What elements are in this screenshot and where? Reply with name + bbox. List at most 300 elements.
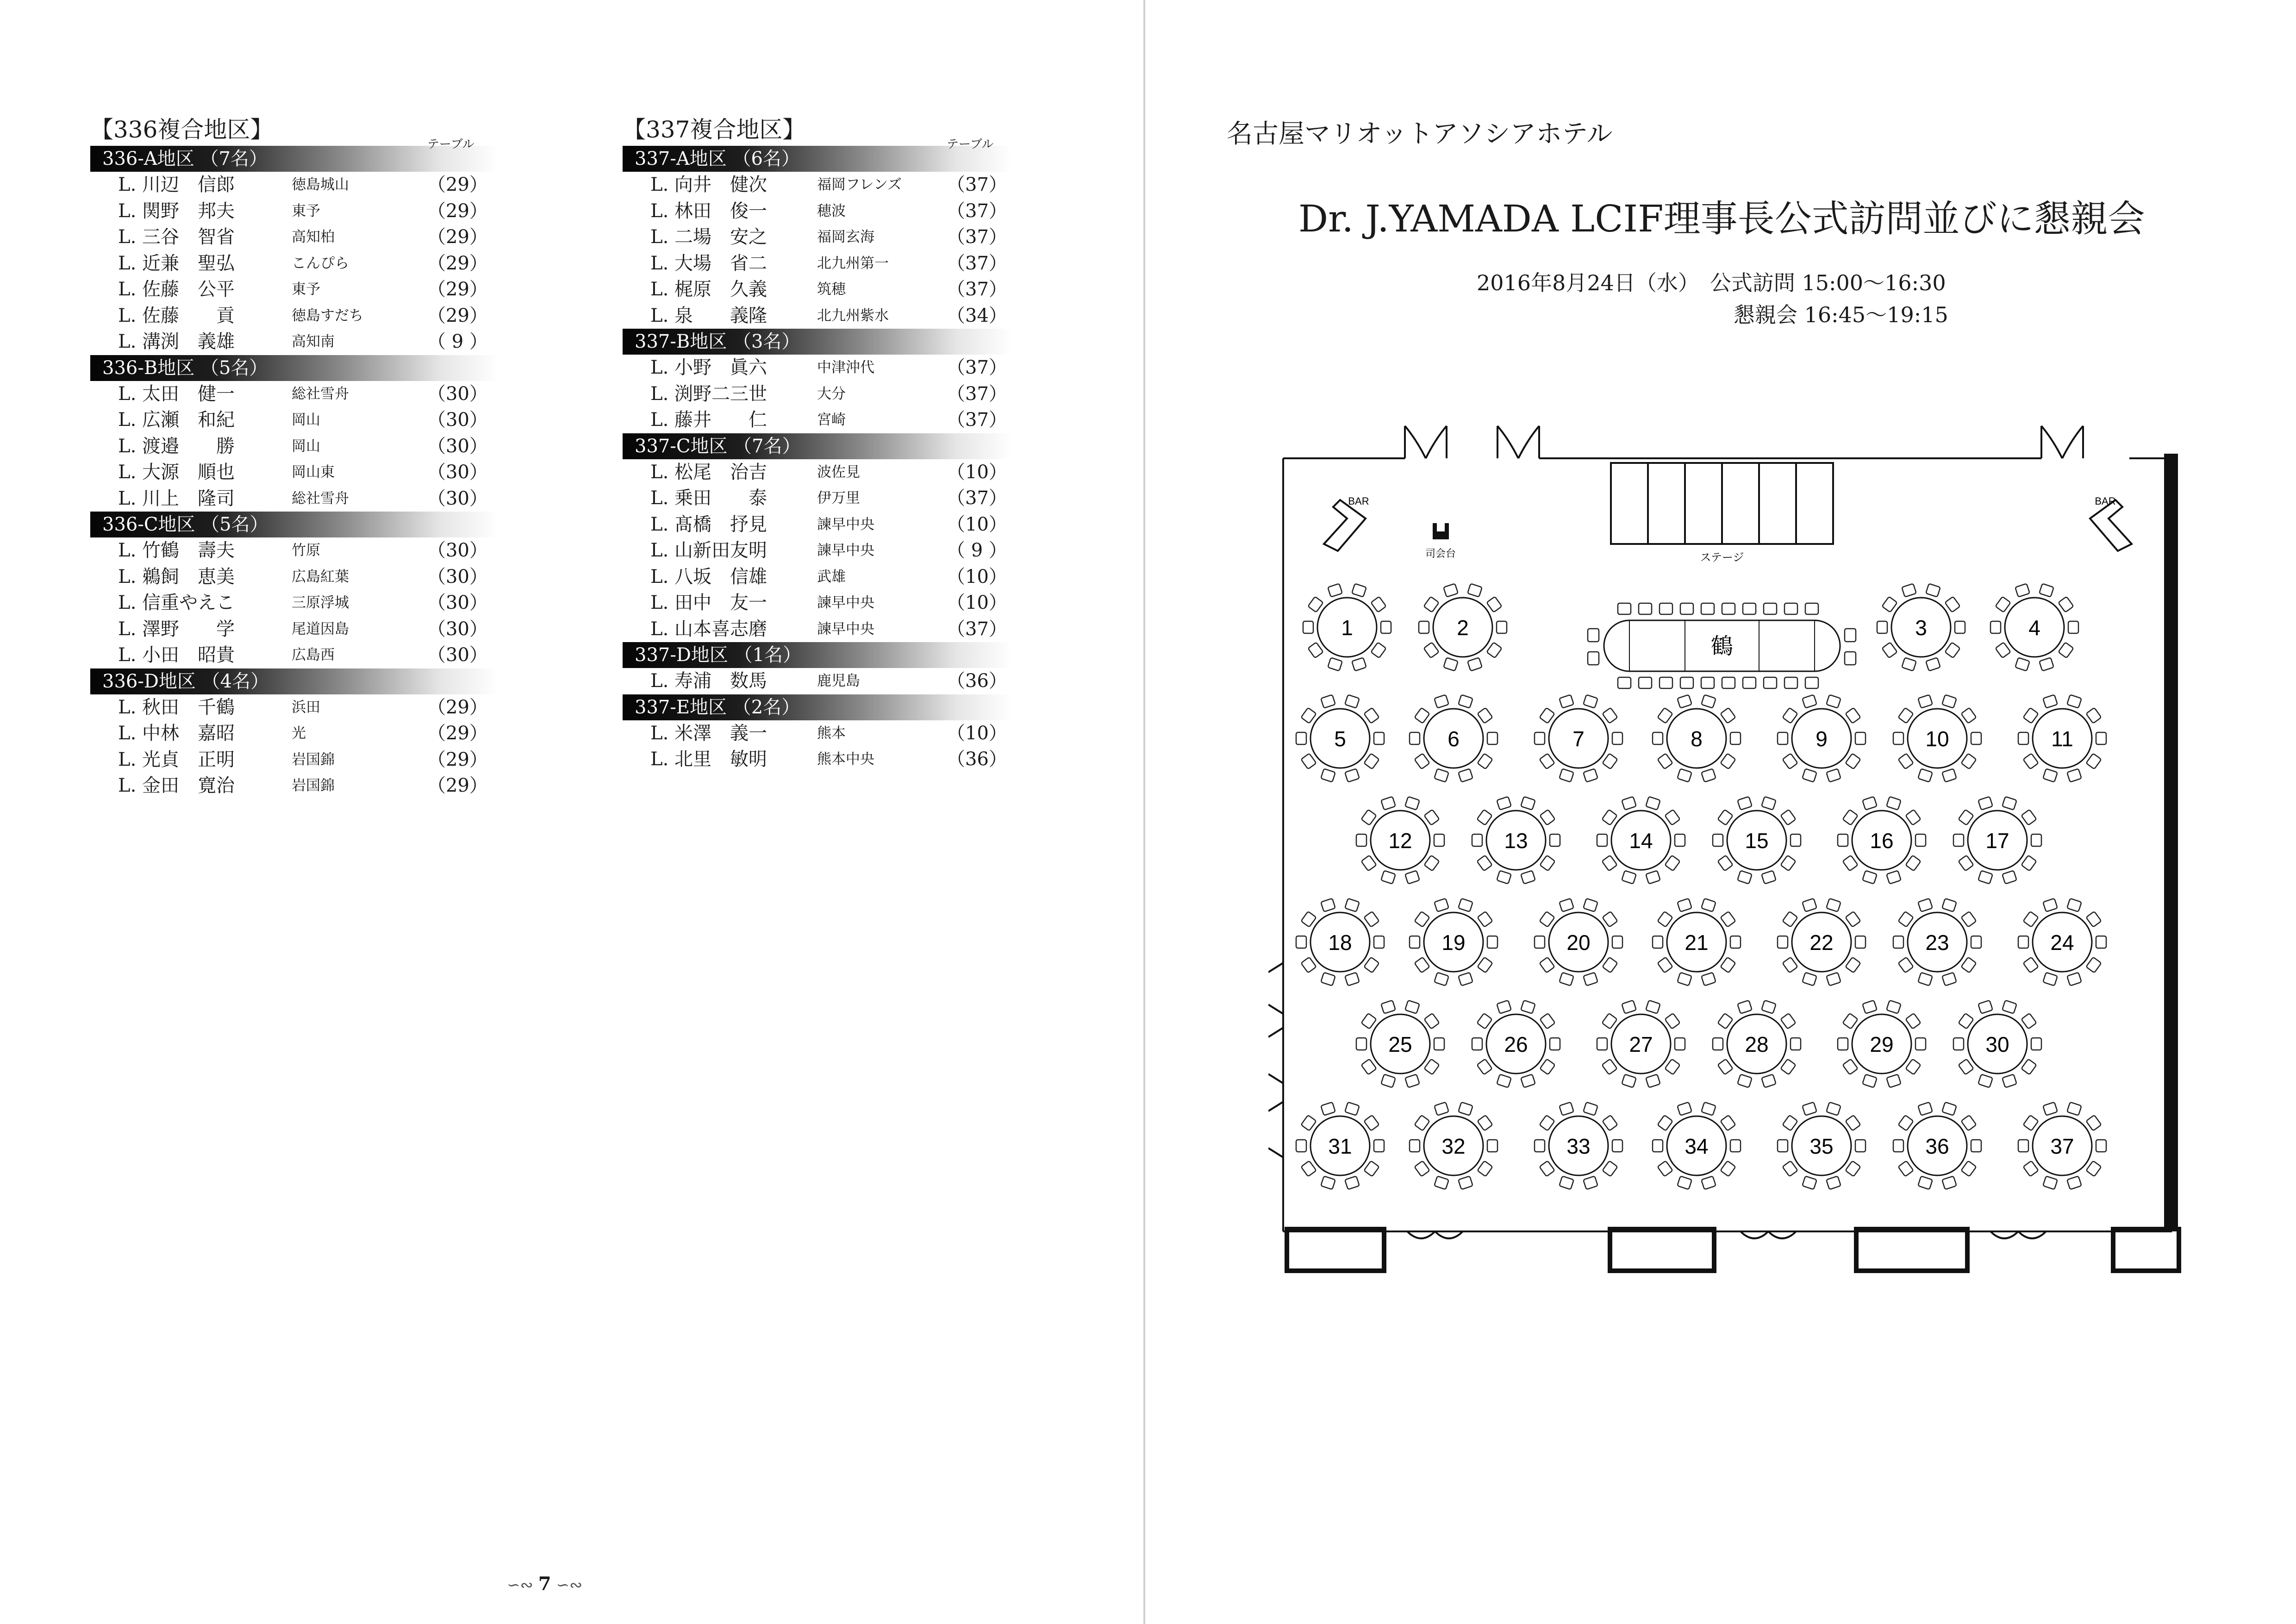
chair [1321,899,1335,912]
chair [2058,642,2073,658]
chair [1612,732,1622,744]
chair [1467,657,1482,671]
table-column-header: テーブル [427,137,474,151]
member-table-number: （30） [427,409,488,431]
chair [1677,768,1692,782]
chair [1540,855,1555,871]
member-table-number: （10） [947,566,1007,587]
round-table [1893,1102,1981,1190]
chair [1559,695,1574,708]
member-row [90,642,498,668]
table-number: 14 [1629,829,1653,853]
sub-district-header: 337-A地区 （6名） [623,146,1011,172]
chair [1701,899,1716,912]
chair [1783,957,1798,973]
member-name: L. 秋田 千鶴 [118,696,235,718]
chair [1583,1102,1598,1116]
chair [1898,708,1914,724]
chair [1886,1074,1901,1087]
chair [1653,1140,1663,1152]
chair [1622,1074,1636,1087]
chair [2096,936,2106,948]
chair [1838,1038,1848,1050]
sub-district-header: 336-A地区 （7名） [90,146,498,172]
head-table [1588,603,1856,688]
chair [1597,834,1607,846]
head-table-label: 鶴 [1710,633,1734,659]
member-row [623,616,1011,643]
chair [1978,1000,1993,1014]
party-time: 懇親会 16:45〜19:15 [1734,302,1948,327]
chair [1720,753,1735,769]
member-name: L. 藤井 仁 [650,409,767,431]
chair [1477,957,1492,973]
district-title [623,113,1011,151]
chair [1583,972,1598,986]
member-table-number: （37） [947,383,1007,405]
sub-district-header: 337-B地区 （3名） [623,329,1011,355]
chair [1301,1115,1316,1131]
round-table [1653,695,1741,782]
chair [1540,1115,1555,1131]
chair [1410,936,1420,948]
round-table [1303,584,1391,671]
round-table [1356,797,1444,884]
round-table [1419,584,1507,671]
table-number: 29 [1870,1032,1894,1056]
stage [1611,463,1833,544]
chair [1730,1140,1741,1152]
chair [1805,677,1818,688]
member-name: L. 北里 敏明 [650,749,767,770]
chair [1658,912,1673,927]
member-club: 徳島すだち [292,307,363,324]
chair [1583,1176,1598,1189]
chair [1886,1000,1901,1014]
chair [1477,708,1492,724]
chair [1486,597,1502,612]
chair [1434,768,1449,782]
chair [1415,912,1430,927]
chair [1419,621,1429,633]
member-table-number: （29） [427,279,488,300]
chair [1497,1074,1511,1087]
chair [2002,1074,2017,1087]
chair [2043,1176,2058,1189]
chair [1328,657,1342,671]
chair [1961,912,1976,927]
chair [1720,912,1735,927]
round-table [1713,797,1801,884]
chair [1658,957,1673,973]
page-folio [507,1573,582,1595]
chair [2023,753,2039,769]
chair [1720,708,1735,724]
chair [1434,834,1444,846]
chair [1434,695,1449,708]
chair [1701,768,1716,782]
chair [1720,957,1735,973]
chair [1784,677,1797,688]
member-table-number: （37） [947,357,1007,378]
chair [1622,1000,1636,1014]
chair [1902,584,1916,597]
table-number: 2 [1457,616,1469,640]
chair [1364,957,1379,973]
stage-label: ステージ [1700,551,1744,564]
member-club: 岡山 [292,437,320,455]
chair [1918,695,1933,708]
sub-district-header: 337-E地区 （2名） [623,694,1011,720]
member-club: 宮崎 [817,412,846,428]
chair [1405,797,1420,810]
member-name: L. 泉 義隆 [650,305,767,326]
chair [1321,768,1335,782]
chair [1677,695,1692,708]
chair [1802,972,1817,986]
chair [2058,597,2073,612]
table-number: 3 [1915,616,1927,640]
member-club: 福岡玄海 [817,229,874,245]
member-club: 高知柏 [292,229,335,245]
chair [1374,1140,1384,1152]
chair [1424,1059,1439,1074]
chair [2031,1038,2041,1050]
chair [1583,695,1598,708]
chair [1826,1176,1841,1189]
member-club: 福岡フレンズ [817,176,902,193]
chair [1618,603,1631,614]
member-row [90,303,498,329]
table-number: 34 [1685,1134,1709,1158]
chair [1381,1000,1396,1014]
table-number: 37 [2050,1134,2074,1158]
chair [2086,912,2101,927]
member-row [623,590,1011,616]
chair [1540,1161,1555,1176]
round-table [2018,899,2106,986]
chair [1971,732,1981,744]
member-table-number: （29） [427,723,488,744]
chair [2015,657,2030,671]
round-table [1535,899,1622,986]
round-table [1893,899,1981,986]
member-row [623,224,1011,250]
chair [2021,1013,2036,1029]
member-row [90,616,498,643]
chair [1540,912,1555,927]
chair [1942,768,1957,782]
chair [1415,957,1430,973]
chair [1658,753,1673,769]
chair [1540,708,1555,724]
round-table [1653,1102,1741,1190]
member-row [623,512,1011,538]
chair [1646,1000,1660,1014]
chair [1862,870,1877,884]
member-name: L. 髙橋 抒見 [650,513,767,535]
chair [1722,603,1735,614]
chair [2086,1161,2101,1176]
chair [1959,810,1974,825]
chair [1942,695,1957,708]
table-number: 20 [1566,931,1591,955]
member-club: 三原浮城 [292,594,349,611]
member-name: L. 鵜飼 恵美 [118,566,235,587]
member-club: 北九州紫水 [817,307,889,324]
chair [1926,657,1940,671]
chair [1303,621,1313,633]
chair [1443,584,1458,597]
chair [1321,695,1335,708]
member-name: L. 三谷 智省 [118,226,235,248]
page-number: 7 [538,1573,551,1595]
member-club: 竹原 [292,542,320,559]
chair [1415,753,1430,769]
round-table [1653,899,1741,986]
chair [1540,1059,1555,1074]
chair [1905,1013,1921,1029]
chair [1845,912,1860,927]
chair [1898,1115,1914,1131]
chair [2086,708,2101,724]
chair [1458,1176,1473,1189]
chair [2039,584,2054,597]
chair [1345,1102,1360,1116]
round-table [1410,695,1497,782]
chair [1477,810,1492,825]
chair [1405,1074,1420,1087]
round-table [1356,1000,1444,1088]
chair [1845,652,1856,665]
table-number: 8 [1691,727,1703,751]
chair [1845,957,1860,973]
chair [1720,1161,1735,1176]
chair [1458,768,1473,782]
member-table-number: （36） [947,749,1007,770]
chair [1826,1102,1841,1116]
member-row [90,172,498,198]
member-row [90,747,498,773]
member-club: 尾道因島 [292,620,349,637]
chair [1701,1102,1716,1116]
chair [1424,810,1439,825]
chair [1737,870,1752,884]
member-name: L. 大場 省二 [650,252,767,274]
round-table [1410,1102,1497,1190]
round-table [1472,1000,1560,1088]
chair [1953,1038,1964,1050]
table-number: 25 [1388,1032,1412,1056]
chair [1898,753,1914,769]
member-club: 広島紅葉 [292,568,349,585]
chair [1893,732,1903,744]
chair [1410,1140,1420,1152]
member-row [90,537,498,564]
chair [1356,834,1366,846]
member-name: L. 川上 隆司 [118,487,235,509]
chair [1486,642,1502,658]
chair [2086,957,2101,973]
chair [1845,1115,1860,1131]
member-club: 大分 [817,385,846,402]
chair [1345,972,1360,986]
chair [1680,677,1693,688]
chair [1521,870,1535,884]
chair [1845,1161,1860,1176]
round-table [1990,584,2078,671]
member-row [623,303,1011,329]
chair [1978,1074,1993,1087]
chair [1588,629,1599,642]
chair [1838,834,1848,846]
member-club: 波佐見 [817,463,860,481]
chair [1961,1161,1976,1176]
member-table-number: （29） [427,252,488,274]
member-club: 伊万里 [817,490,860,506]
chair [1737,1074,1752,1087]
chair [1915,1038,1926,1050]
member-club: 岩国錦 [292,751,335,768]
district-336-column [90,113,498,799]
chair [1780,1013,1796,1029]
chair [1843,1013,1858,1029]
chair [2021,810,2036,825]
chair [2043,1102,2058,1116]
hotel-name: 名古屋マリオットアソシアホテル [1227,119,1613,149]
member-club: 諫早中央 [817,516,874,533]
chair [1328,584,1342,597]
chair [1713,834,1723,846]
member-table-number: （30） [427,383,488,405]
chair [1677,972,1692,986]
chair [2021,1059,2036,1074]
event-title: Dr. J.YAMADA LCIF理事長公式訪問並びに懇親会 [1298,197,2145,240]
table-number: 26 [1504,1032,1528,1056]
chair [1301,957,1316,973]
chair [1959,1013,1974,1029]
member-table-number: （37） [947,279,1007,300]
member-row [623,459,1011,486]
chair [1521,797,1535,810]
chair [1458,972,1473,986]
chair [1791,1038,1801,1050]
member-row [623,250,1011,277]
chair [1477,1059,1492,1074]
chair [1855,732,1866,744]
member-row [90,694,498,721]
chair [1953,834,1964,846]
chair [1902,657,1916,671]
chair [1535,936,1545,948]
member-club: 徳島城山 [292,176,349,193]
chair [1730,732,1741,744]
chair [1905,855,1921,871]
chair [1415,1161,1430,1176]
member-table-number: （10） [947,592,1007,613]
chair [1443,657,1458,671]
chair [1905,1059,1921,1074]
member-table-number: （29） [427,775,488,796]
table-number: 19 [1441,931,1466,955]
chair [1612,936,1622,948]
table-number: 16 [1870,829,1894,853]
member-name: L. 溝渕 義雄 [118,331,235,352]
chair [1352,657,1366,671]
member-name: L. 関野 邦夫 [118,200,235,222]
chair [1301,912,1316,927]
chair [1905,810,1921,825]
member-name: L. 光貞 正明 [118,749,235,770]
member-name: L. 二場 安之 [650,226,767,248]
chair [1415,708,1430,724]
chair [1308,642,1323,658]
chair [1583,768,1598,782]
chair [1675,1038,1685,1050]
top-door-left [1405,426,1447,458]
member-table-number: （10） [947,722,1007,744]
chair [1622,797,1636,810]
member-table-number: （37） [947,174,1007,195]
chair [2039,657,2054,671]
round-table [1472,797,1560,884]
chair [1826,899,1841,912]
round-table [1778,1102,1866,1190]
chair [1718,1059,1733,1074]
chair [2015,584,2030,597]
chair [1345,695,1360,708]
member-name: L. 松尾 治吉 [650,461,767,483]
chair [1612,1140,1622,1152]
chair [1639,677,1652,688]
chair [2067,695,2082,708]
chair [1364,912,1379,927]
chair [1497,797,1511,810]
chair [1918,899,1933,912]
member-table-number: （37） [947,409,1007,431]
round-table [1838,1000,1926,1088]
chair [1434,899,1449,912]
chair [1540,1013,1555,1029]
chair [1701,695,1716,708]
member-row [90,459,498,486]
table-number: 15 [1745,829,1769,853]
chair [1761,870,1776,884]
chair [1381,870,1396,884]
chair [1743,677,1756,688]
chair [1926,584,1940,597]
chair [1845,753,1860,769]
chair [1521,1074,1535,1087]
chair [2023,1161,2039,1176]
chair [1778,1140,1788,1152]
chair [1521,1000,1535,1014]
member-club: 鹿児島 [817,673,860,689]
chair [1893,1140,1903,1152]
member-name: L. 信重やえこ [118,592,235,613]
chair [1959,1059,1974,1074]
chair [1477,1161,1492,1176]
chair [1424,597,1439,612]
chair [1321,1102,1335,1116]
chair [1602,1059,1617,1074]
table-number: 7 [1572,727,1585,751]
chair [1374,732,1384,744]
member-club: 広島西 [292,647,335,663]
chair [1898,1161,1914,1176]
member-table-number: （29） [427,174,488,195]
member-name: L. 澤野 学 [118,618,235,640]
